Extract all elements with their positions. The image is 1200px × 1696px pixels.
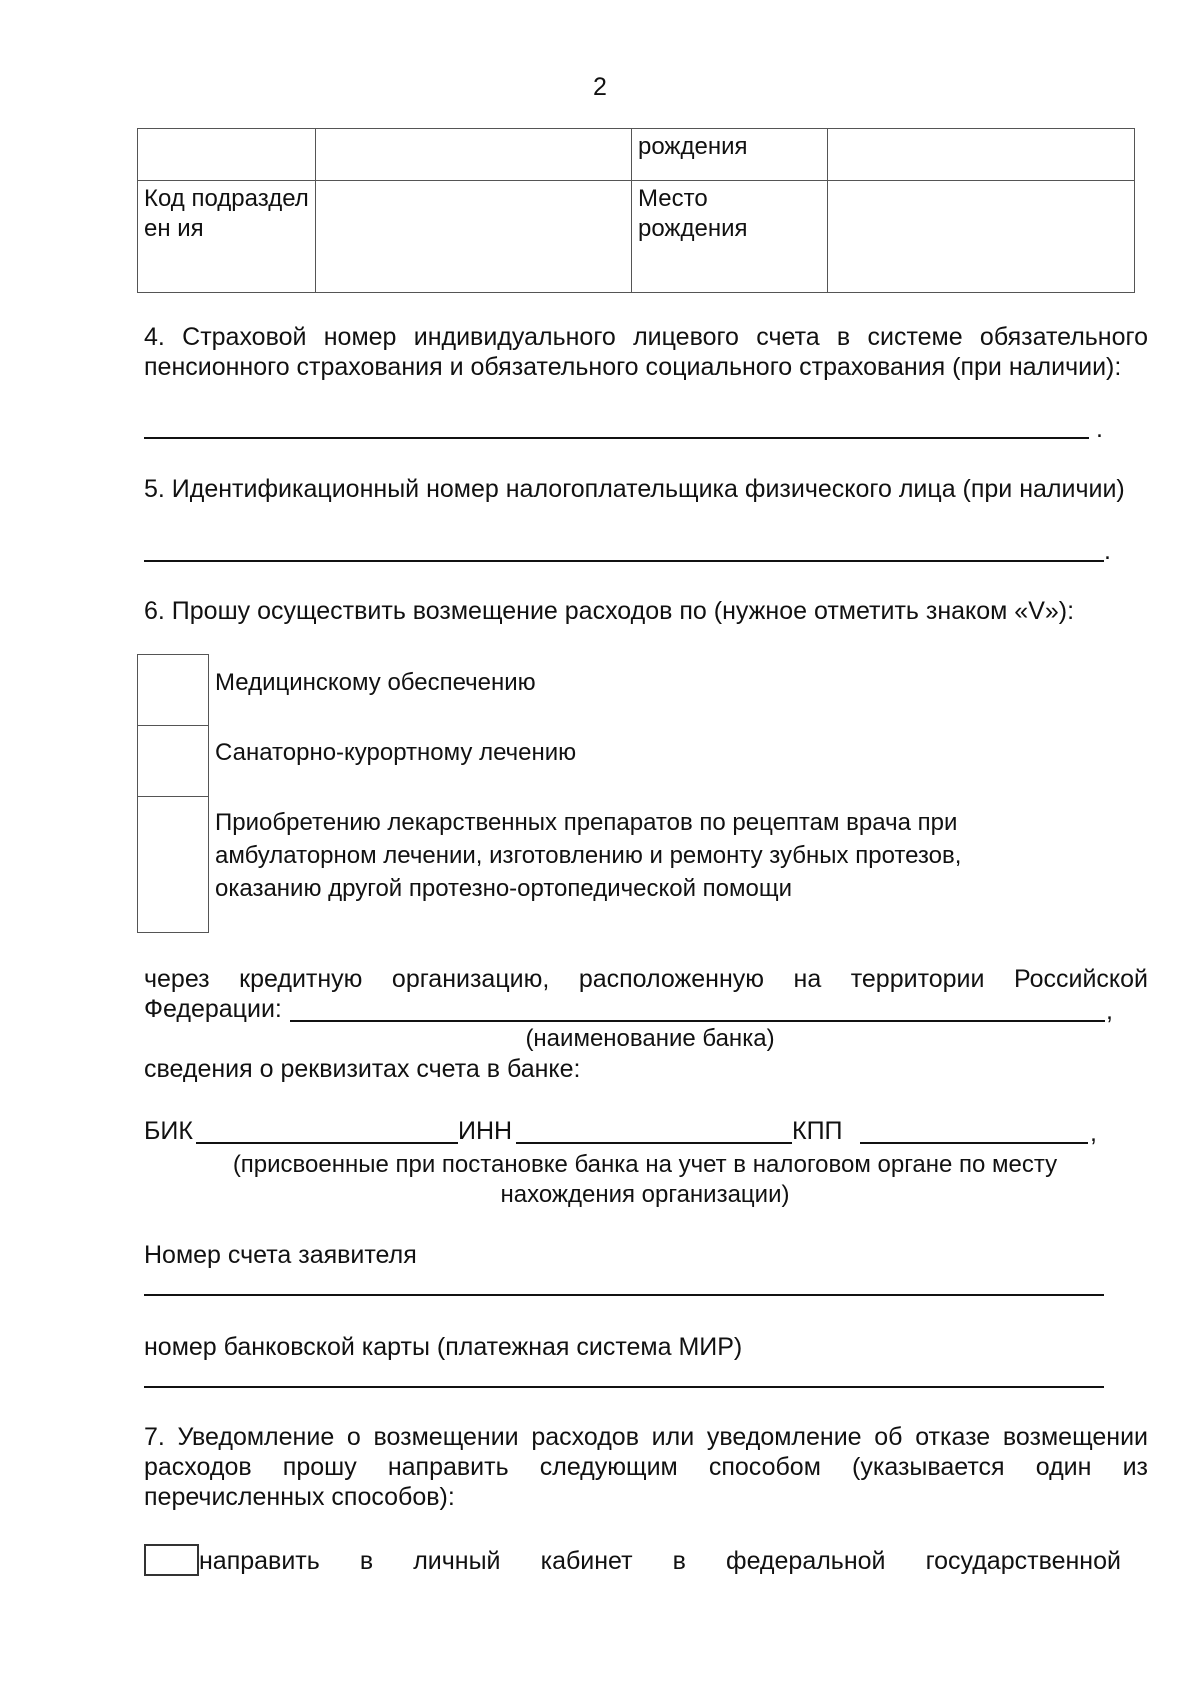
option-word: в [359,1547,374,1575]
inn-bank-label: ИНН [458,1117,513,1145]
section-5-text: 5. Идентификационный номер налогоплательщика физического лица (при наличии) [144,475,1125,503]
kpp-label: КПП [792,1117,843,1145]
option-word: в [672,1547,686,1575]
card-number-label: номер банковской карты (платежная система МИР) [144,1333,743,1361]
requisites-end-mark: , [1090,1119,1097,1147]
notification-option-label [199,1546,1121,1576]
bik-input-line[interactable] [196,1142,458,1144]
requisites-label: сведения о реквизитах счета в банке: [144,1055,581,1083]
option-medicines-label: Приобретению лекарственных препаратов по рецептам врача при амбулаторном лечении, изготовлению и ремонту зубных протезов, оказанию другой протезно-ортопедической помощи [215,809,962,902]
table-cell[interactable] [316,129,632,181]
section-4-end-mark: . [1096,415,1103,443]
option-word: личный [413,1547,501,1575]
notification-option-checkbox[interactable] [144,1544,199,1576]
section-5-end-mark: . [1104,537,1111,565]
option-word: направить [199,1547,320,1575]
section-4-text: 4. Страховой номер индивидуального лицевого счета в системе обязательного пенсионного страхования и обязательного социального страхования (при наличии): [144,323,1148,381]
bank-name-input-line[interactable] [290,1020,1105,1022]
checkbox-sanatorium[interactable] [138,726,208,797]
table-cell[interactable] [828,129,1135,181]
account-number-input-line[interactable] [144,1294,1104,1296]
card-number-input-line[interactable] [144,1386,1104,1388]
bank-federation-label: Федерации: [144,995,282,1023]
table-cell-birthplace-label: Место рождения [632,181,828,293]
section-6-text: 6. Прошу осуществить возмещение расходов по (нужное отметить знаком «V»): [144,597,1075,625]
identity-table [137,128,1135,293]
option-word: федеральной [726,1547,886,1575]
division-code-field[interactable] [316,181,632,293]
bank-name-end-mark: , [1106,997,1113,1025]
checkbox-medicines[interactable] [138,797,208,932]
option-sanatorium-label: Санаторно-курортному лечению [215,739,577,766]
option-medical-label: Медицинскому обеспечению [215,669,536,696]
requisites-caption-line-1: (присвоенные при постановке банка на учет в налоговом органе по месту [232,1151,1058,1178]
kpp-input-line[interactable] [860,1142,1088,1144]
table-row [138,181,1135,293]
snils-input-line[interactable] [144,437,1089,439]
account-number-label: Номер счета заявителя [144,1241,417,1269]
bank-name-caption: (наименование банка) [525,1025,775,1052]
table-cell-division-code-label: Код подразделен ия [138,181,316,293]
requisites-caption-line-2: нахождения организации) [500,1181,790,1208]
option-word: кабинет [540,1547,633,1575]
inn-input-line[interactable] [144,560,1104,562]
page-number: 2 [593,73,607,101]
bik-label: БИК [144,1117,193,1145]
inn-bank-input-line[interactable] [516,1142,792,1144]
birthplace-field[interactable] [828,181,1135,293]
option-word: государственной [925,1547,1121,1575]
table-cell: рождения [632,129,828,181]
checkbox-medical[interactable] [138,655,208,726]
section-7-text: 7. Уведомление о возмещении расходов или уведомление об отказе возмещении расходов прошу направить следующим способом (указывается один из перечисленных способов): [144,1423,1148,1511]
table-row [138,129,1135,181]
bank-intro-text: через кредитную организацию, расположенную на территории Российской [144,965,1148,993]
reimbursement-checkbox-column [137,654,209,933]
table-cell[interactable] [138,129,316,181]
